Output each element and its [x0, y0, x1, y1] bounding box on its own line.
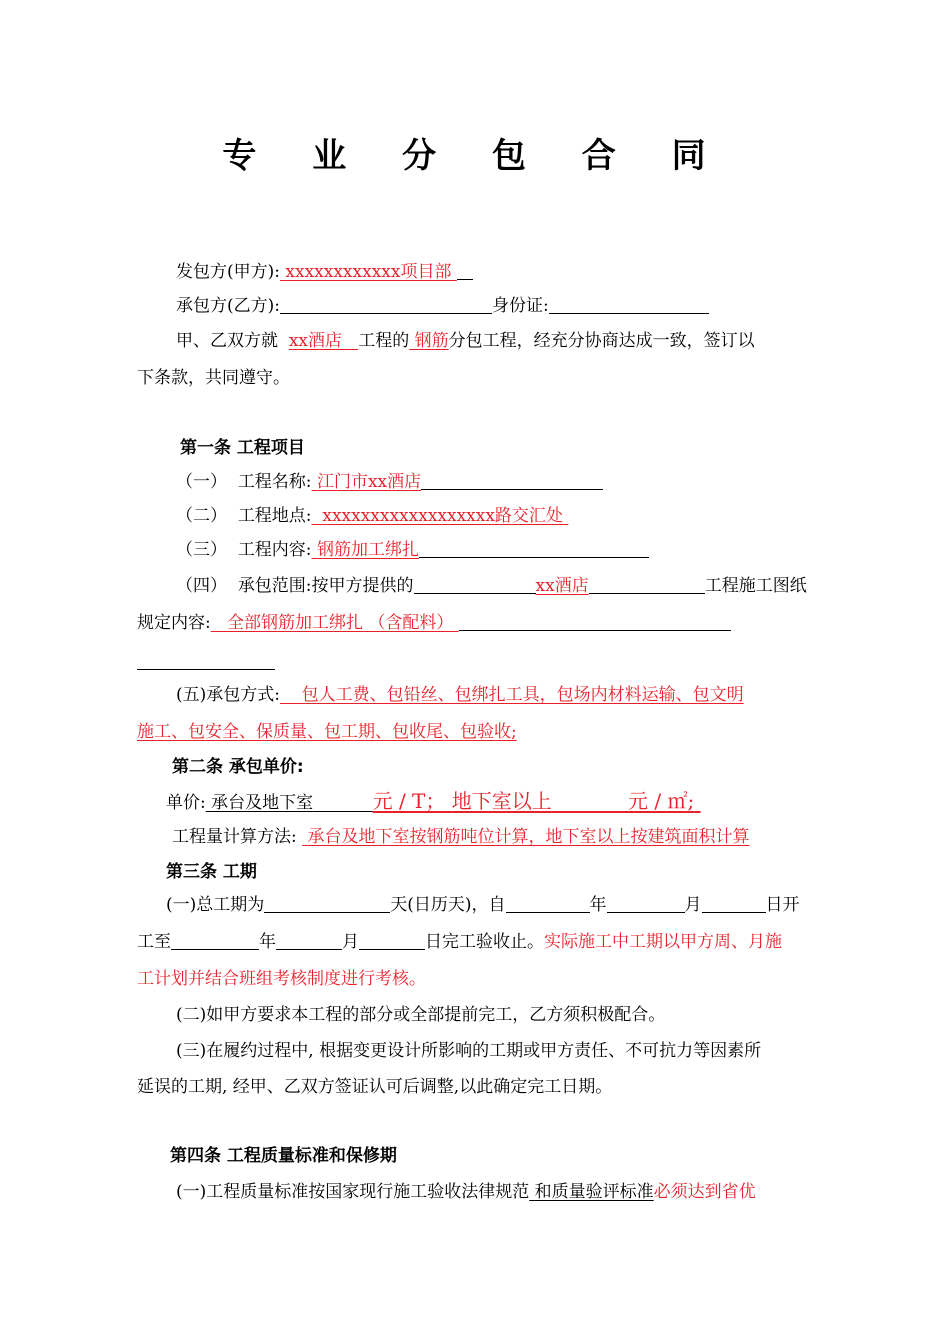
intro-text-3: 分包工程，经充分协商达成一致，签订以: [448, 331, 755, 351]
item-number-2: （二）: [176, 506, 227, 526]
calc-method-value: 承台及地下室按钢筋吨位计算，地下室以上按建筑面积计算: [307, 827, 750, 847]
party-b-blank: [280, 295, 492, 314]
calc-method-label: 工程量计算方法:: [172, 827, 297, 847]
assessment-text-2: 工计划并结合班组考核制度进行考核。: [137, 969, 426, 989]
scope-line-1: [176, 574, 807, 598]
intro-text-2: 工程的: [358, 331, 410, 351]
project-location-label: 工程地点:: [237, 506, 312, 526]
project-content-line: [176, 538, 649, 562]
party-a-value: xxxxxxxxxxxx项目部: [285, 262, 452, 282]
contract-mode-value-2: 施工、包安全、保质量、包工期、包收尾、包验收;: [137, 722, 517, 742]
start-day-label: 日开: [765, 895, 800, 915]
project-location-value: xxxxxxxxxxxxxxxxxx路交汇处: [322, 506, 563, 526]
id-blank: [549, 295, 709, 314]
article2-heading: 第二条 承包单价:: [172, 757, 304, 777]
intro-trade: 钢筋: [414, 331, 449, 351]
scope-project: xx酒店: [535, 576, 589, 596]
project-location-line: [176, 504, 568, 528]
scope-label: 承包范围:按甲方提供的: [237, 576, 414, 596]
end-label: 工至: [137, 932, 171, 952]
intro-text-1: 甲、乙双方就: [176, 331, 278, 351]
unit-price-line: [166, 789, 701, 815]
duration-line-1: [166, 893, 800, 917]
duration-label: (一)总工期为: [166, 895, 265, 915]
quality-requirement-red: 必须达到省优: [653, 1182, 756, 1202]
scope-tail: 工程施工图纸: [704, 576, 807, 596]
quality-standard-text: (一)工程质量标准按国家现行施工验收法律规范: [176, 1182, 530, 1202]
party-b-label: 承包方(乙方):: [176, 296, 280, 316]
party-b-line: [176, 294, 709, 318]
intro-project: xx酒店: [288, 331, 342, 351]
party-a-label: 发包方(甲方):: [176, 262, 280, 282]
item-number-4: （四）: [176, 576, 227, 596]
page-title: 专 业 分 包 合 同: [222, 136, 728, 176]
duration-line-2: [137, 930, 782, 954]
unit-price-rate: 元 / T； 地下室以上 元 / ㎡;: [372, 789, 695, 813]
early-completion-clause: (二)如甲方要求本工程的部分或全部提前完工，乙方须积极配合。: [176, 1005, 666, 1025]
assessment-text-1: 实际施工中工期以甲方周、月施: [544, 932, 782, 952]
intro-line-1: [176, 329, 755, 353]
end-year-label: 年: [259, 932, 276, 952]
article3-heading: 第三条 工期: [166, 862, 257, 882]
scope-content-label: 规定内容:: [137, 613, 211, 633]
scope-continuation-blank: [137, 650, 275, 674]
start-month-label: 月: [684, 895, 702, 915]
quality-evaluation-standard: 和质量验评标准: [534, 1182, 654, 1202]
project-name-line: [176, 470, 603, 494]
duration-days-text: 天(日历天)，自: [390, 895, 506, 915]
item-number-3: （三）: [176, 540, 227, 560]
unit-price-part1: 承台及地下室: [211, 793, 314, 813]
scope-line-2: [137, 611, 731, 635]
end-month-label: 月: [342, 932, 359, 952]
unit-price-label: 单价:: [166, 793, 206, 813]
party-a-line: [176, 260, 473, 284]
start-year-label: 年: [589, 895, 607, 915]
contract-mode-line-1: [176, 683, 744, 707]
project-content-label: 工程内容:: [237, 540, 312, 560]
project-name-label: 工程名称:: [237, 472, 312, 492]
article4-heading: 第四条 工程质量标准和保修期: [170, 1146, 397, 1166]
contract-mode-label: (五)承包方式:: [176, 685, 280, 705]
delay-clause-1: (三)在履约过程中, 根据变更设计所影响的工期或甲方责任、不可抗力等因素所: [176, 1041, 762, 1061]
article1-heading: 第一条 工程项目: [180, 438, 305, 458]
intro-line-2: 下条款，共同遵守。: [137, 368, 290, 388]
calc-method-line: [172, 825, 750, 849]
delay-clause-2: 延误的工期, 经甲、乙双方签证认可后调整,以此确定完工日期。: [137, 1077, 613, 1097]
quality-standard-line: [176, 1180, 756, 1204]
id-label: 身份证:: [492, 296, 549, 316]
project-name-value: 江门市xx酒店: [316, 472, 422, 492]
item-number-1: （一）: [176, 472, 227, 492]
project-content-value: 钢筋加工绑扎: [316, 540, 419, 560]
contract-mode-value-1: 包人工费、包铅丝、包绑扎工具，包场内材料运输、包文明: [301, 685, 744, 705]
scope-content-value: 全部钢筋加工绑扎 （含配料）: [226, 613, 454, 633]
end-day-label: 日完工验收止。: [425, 932, 544, 952]
